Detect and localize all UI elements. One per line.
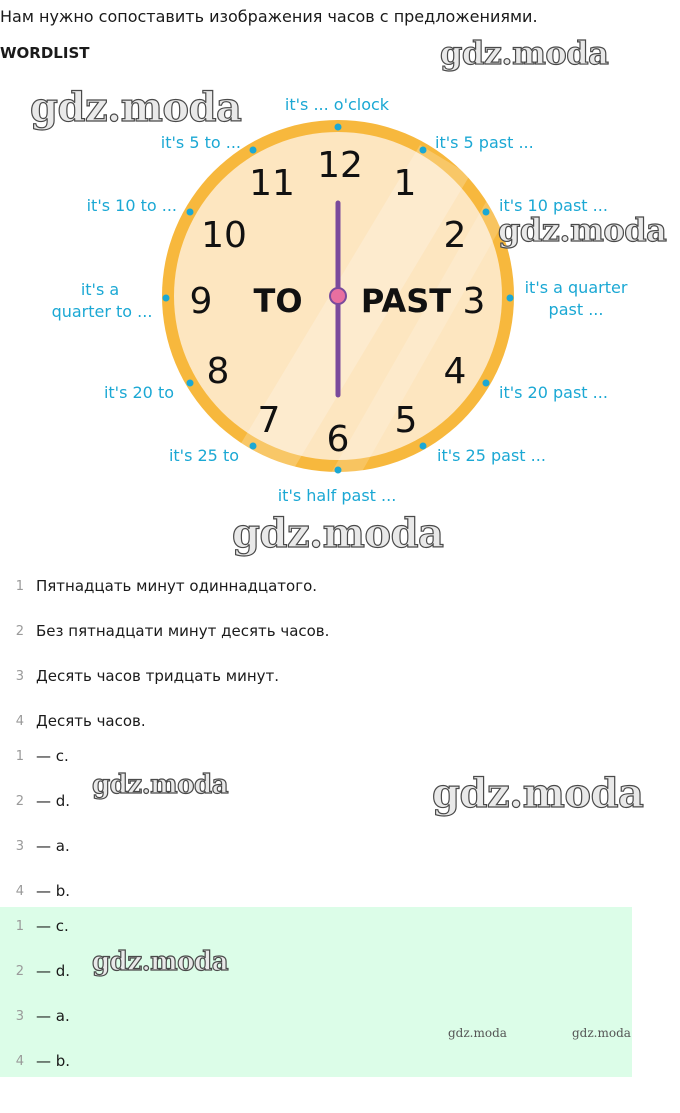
intro-text: Нам нужно сопоставить изображения часов с предложениями. [0,7,538,26]
label-5-past: it's 5 past ... [435,133,534,152]
clock-number-3: 3 [462,281,486,322]
watermark: gdz.moda [448,1026,507,1040]
tick-dot [483,209,490,216]
label-5-to: it's 5 to ... [160,133,241,152]
tick-dot [335,124,342,131]
tick-dot [420,147,427,154]
answer-text: — b. [36,882,71,900]
sentence-number: 3 [15,668,24,684]
answer-number: 3 [15,838,24,854]
answer-text: — a. [36,837,70,855]
label-20-past: it's 20 past ... [499,383,608,402]
sentence-item [0,564,632,608]
label-quarter-to-line1: it's a [80,280,120,299]
watermark: gdz.moda [92,947,229,977]
watermark: gdz.moda [92,770,229,800]
past-label: PAST [360,282,452,320]
sentence-text: Пятнадцать минут одиннадцатого. [36,577,318,595]
label-10-past: it's 10 past ... [499,196,608,215]
answer-number: 2 [15,793,24,809]
tick-dot [483,380,490,387]
answer-number: 2 [15,963,24,979]
label-quarter-past-line2: past ... [548,300,604,319]
label-25-to: it's 25 to [168,446,239,465]
clock-center [330,288,346,304]
tick-dot [250,443,257,450]
sentence-number: 2 [15,623,24,639]
sentence-text: Десять часов. [36,712,146,730]
clock-number-8: 8 [206,351,230,392]
sentence-number: 1 [15,578,24,594]
highlighted-answer-item [0,994,632,1038]
answer-number: 3 [15,1008,24,1024]
answer-text: — a. [36,1007,70,1025]
watermark: gdz.moda [440,34,609,72]
tick-dot [420,443,427,450]
answer-item [0,824,632,868]
clock-number-9: 9 [189,281,213,322]
sentence-text: Без пятнадцати минут десять часов. [36,622,330,640]
highlighted-answer-item [0,904,632,948]
clock-number-5: 5 [394,400,418,441]
tick-dot [250,147,257,154]
clock-number-2: 2 [443,215,467,256]
answer-text: — d. [36,962,71,980]
answer-number: 1 [15,918,24,934]
watermark: gdz.moda [572,1026,631,1040]
answer-text: — c. [36,747,69,765]
answer-number: 4 [15,883,24,899]
answer-text: — d. [36,792,71,810]
watermark: gdz.moda [232,510,444,557]
label-oclock: it's ... o'clock [284,95,390,114]
tick-dot [507,295,514,302]
label-half-past: it's half past ... [277,486,397,505]
clock-number-10: 10 [201,215,247,256]
label-20-to: it's 20 to [103,383,174,402]
to-label: TO [253,282,303,320]
clock-number-7: 7 [257,400,281,441]
label-quarter-to-line2: quarter to ... [51,302,153,321]
watermark: gdz.moda [498,211,667,249]
tick-dot [335,467,342,474]
answer-number: 4 [15,1053,24,1069]
label-25-past: it's 25 past ... [437,446,546,465]
watermark: gdz.moda [30,84,242,131]
wordlist-heading: WORDLIST [0,44,90,62]
clock-diagram [0,85,680,525]
answer-text: — c. [36,917,69,935]
watermark: gdz.moda [432,770,644,817]
sentence-number: 4 [15,713,24,729]
clock-number-11: 11 [249,163,295,204]
clock-number-1: 1 [393,163,417,204]
answer-text: — b. [36,1052,71,1070]
clock-number-12: 12 [317,145,363,186]
label-quarter-past-line1: it's a quarter [524,278,628,297]
sentence-text: Десять часов тридцать минут. [36,667,280,685]
highlighted-answer-item [0,1039,632,1083]
sentence-item [0,654,632,698]
tick-dot [187,209,194,216]
label-10-to: it's 10 to ... [86,196,177,215]
sentence-item [0,609,632,653]
tick-dot [163,295,170,302]
answer-number: 1 [15,748,24,764]
tick-dot [187,380,194,387]
clock-number-6: 6 [326,419,350,460]
clock-number-4: 4 [443,351,467,392]
